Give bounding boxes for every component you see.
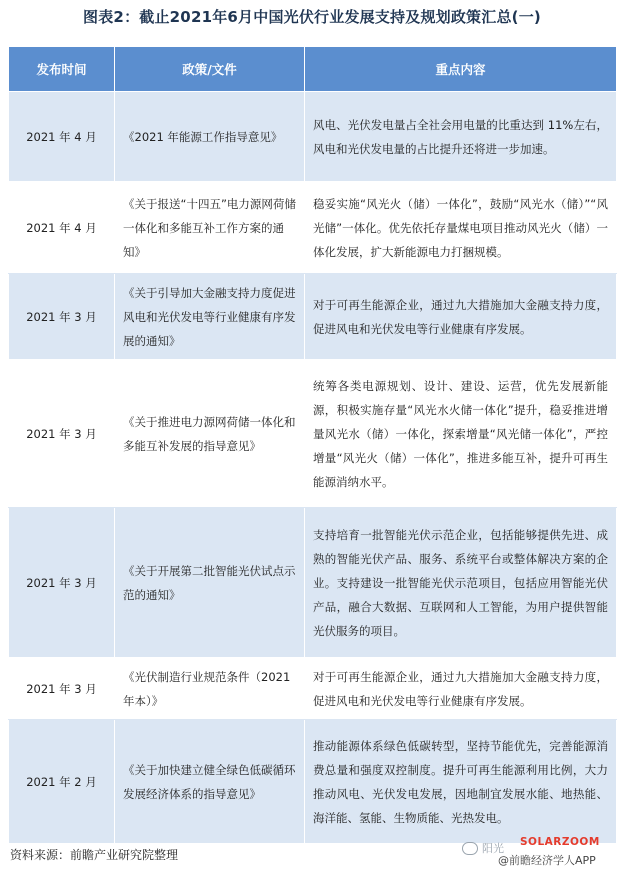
watermark-app: @前瞻经济学人APP	[498, 854, 596, 867]
cell-policy: 《关于引导加大金融支持力度促进风电和光伏发电等行业健康有序发展的通知》	[115, 274, 305, 360]
cell-content: 对于可再生能源企业，通过九大措施加大金融支持力度，促进风电和光伏发电等行业健康有序发展。	[305, 658, 617, 720]
source-note: 资料来源：前瞻产业研究院整理	[10, 848, 179, 862]
cell-content: 对于可再生能源企业，通过九大措施加大金融支持力度，促进风电和光伏发电等行业健康有序发展。	[305, 274, 617, 360]
table-row	[9, 360, 617, 508]
header-content: 重点内容	[305, 47, 617, 92]
cell-content: 统筹各类电源规划、设计、建设、运营，优先发展新能源，积极实施存量“风光水火储一体化”提升，稳妥推进增量风光水（储）一体化，探索增量“风光储一体化”，严控增量“风光火（储）一体化”，推进多能互补，提升可再生能源消纳水平。	[305, 360, 617, 508]
wechat-bubble-icon	[462, 842, 478, 855]
page-title: 图表2：截止2021年6月中国光伏行业发展支持及规划政策汇总(一)	[83, 8, 541, 26]
table-header-row	[9, 47, 617, 92]
cell-date: 2021 年 2 月	[9, 720, 115, 844]
header-date: 发布时间	[9, 47, 115, 92]
cell-date: 2021 年 4 月	[9, 92, 115, 182]
cell-content: 稳妥实施“风光火（储）一体化”，鼓励“风光水（储）”“风光储”一体化。优先依托存量煤电项目推动风光火（储）一体化发展，扩大新能源电力打捆规模。	[305, 182, 617, 274]
cell-policy: 《关于推进电力源网荷储一体化和多能互补发展的指导意见》	[115, 360, 305, 508]
watermark-brand: SOLARZOOM	[520, 836, 600, 848]
table-row	[9, 720, 617, 844]
cell-date: 2021 年 3 月	[9, 274, 115, 360]
table-row	[9, 508, 617, 658]
cell-policy: 《2021 年能源工作指导意见》	[115, 92, 305, 182]
cell-date: 2021 年 3 月	[9, 508, 115, 658]
cell-date: 2021 年 3 月	[9, 658, 115, 720]
cell-content: 风电、光伏发电量占全社会用电量的比重达到 11%左右，风电和光伏发电量的占比提升还将进一步加速。	[305, 92, 617, 182]
table-row	[9, 274, 617, 360]
policy-table	[8, 46, 617, 844]
header-policy: 政策/文件	[115, 47, 305, 92]
cell-policy: 《关于开展第二批智能光伏试点示范的通知》	[115, 508, 305, 658]
watermark-left-text: 阳光	[482, 842, 504, 855]
table-row	[9, 92, 617, 182]
cell-policy: 《关于加快建立健全绿色低碳循环发展经济体系的指导意见》	[115, 720, 305, 844]
cell-date: 2021 年 4 月	[9, 182, 115, 274]
cell-content: 推动能源体系绿色低碳转型，坚持节能优先，完善能源消费总量和强度双控制度。提升可再生能源利用比例，大力推动风电、光伏发电发展，因地制宜发展水能、地热能、海洋能、氢能、生物质能、光热发电。	[305, 720, 617, 844]
table-row	[9, 658, 617, 720]
cell-content: 支持培育一批智能光伏示范企业，包括能够提供先进、成熟的智能光伏产品、服务、系统平台或整体解决方案的企业。支持建设一批智能光伏示范项目，包括应用智能光伏产品，融合大数据、互联网和人工智能，为用户提供智能光伏服务的项目。	[305, 508, 617, 658]
cell-policy: 《光伏制造行业规范条件（2021 年本）》	[115, 658, 305, 720]
cell-policy: 《关于报送“十四五”电力源网荷储一体化和多能互补工作方案的通知》	[115, 182, 305, 274]
table-row	[9, 182, 617, 274]
cell-date: 2021 年 3 月	[9, 360, 115, 508]
